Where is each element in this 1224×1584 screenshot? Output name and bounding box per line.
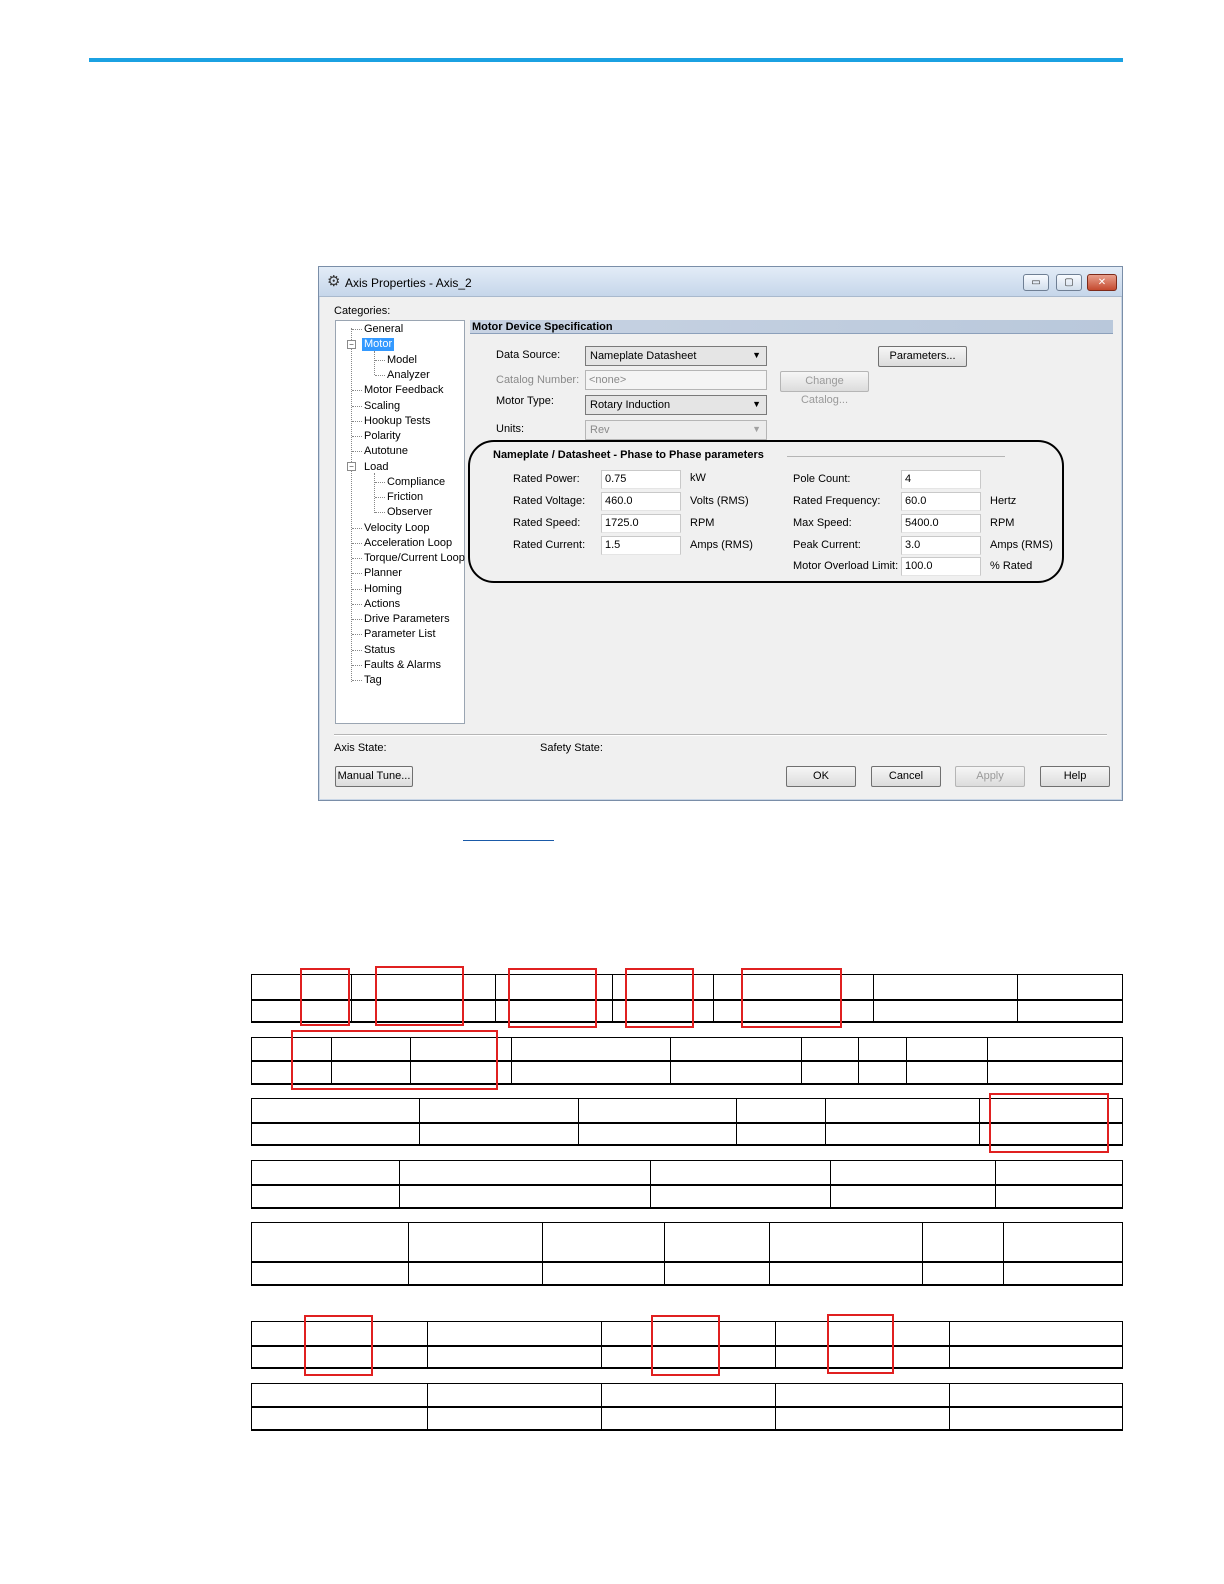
table-col-divider — [495, 975, 496, 1021]
table-col-divider — [427, 1322, 428, 1367]
change-catalog-button[interactable]: Change Catalog... — [780, 371, 869, 392]
motor-type-select[interactable] — [585, 395, 767, 415]
overload-limit-field[interactable]: 100.0 — [901, 557, 981, 576]
table-col-divider — [873, 975, 874, 1021]
peak-current-unit: Amps (RMS) — [990, 539, 1053, 551]
footer-divider — [334, 734, 1107, 736]
table-col-divider — [825, 1099, 826, 1144]
table-col-divider — [922, 1223, 923, 1284]
highlight-box — [375, 966, 464, 1026]
categories-label: Categories: — [334, 305, 391, 317]
minimize-button[interactable]: ▭ — [1023, 274, 1049, 291]
tree-connector — [352, 390, 362, 391]
dropdown-arrow-icon: ▼ — [752, 424, 761, 434]
categories-tree[interactable] — [335, 320, 465, 724]
hyperlink-underline[interactable] — [463, 840, 554, 841]
motor-type-label: Motor Type: — [496, 395, 554, 407]
tree-connector — [352, 650, 362, 651]
tree-connector — [352, 406, 362, 407]
tree-item-polarity[interactable]: Polarity — [364, 430, 401, 442]
rated-power-field[interactable]: 0.75 — [601, 470, 681, 489]
units-value: Rev — [590, 424, 610, 436]
parameter-table-7 — [251, 1383, 1123, 1431]
rated-power-unit: kW — [690, 472, 706, 484]
nameplate-group-title: Nameplate / Datasheet - Phase to Phase parameters — [493, 449, 764, 461]
cancel-button[interactable]: Cancel — [871, 766, 941, 787]
tree-item-load[interactable]: Load — [364, 461, 389, 473]
dropdown-arrow-icon: ▼ — [752, 399, 761, 409]
tree-item-analyzer[interactable]: Analyzer — [387, 369, 430, 381]
tree-connector — [375, 375, 385, 376]
tree-item-observer[interactable]: Observer — [387, 506, 433, 518]
group-divider — [787, 456, 1005, 457]
peak-current-field[interactable]: 3.0 — [901, 536, 981, 555]
table-col-divider — [399, 1161, 400, 1207]
table-col-divider — [987, 1038, 988, 1083]
apply-button[interactable]: Apply — [955, 766, 1025, 787]
tree-item-compliance[interactable]: Compliance — [387, 476, 446, 488]
table-col-divider — [1017, 975, 1018, 1021]
highlight-box — [741, 968, 842, 1028]
highlight-box — [651, 1315, 720, 1376]
table-col-divider — [801, 1038, 802, 1083]
tree-connector — [352, 680, 362, 681]
window-title: Axis Properties - Axis_2 — [345, 276, 472, 290]
tree-item-velocity-loop[interactable]: Velocity Loop — [364, 522, 430, 534]
tree-item-tag[interactable]: Tag — [364, 674, 382, 686]
tree-item-actions[interactable]: Actions — [364, 598, 401, 610]
tree-guide-line — [374, 473, 375, 513]
rated-frequency-label: Rated Frequency: — [793, 495, 881, 507]
max-speed-unit: RPM — [990, 517, 1015, 529]
table-col-divider — [1003, 1223, 1004, 1284]
units-label: Units: — [496, 423, 525, 435]
ok-button[interactable]: OK — [786, 766, 856, 787]
table-col-divider — [713, 975, 714, 1021]
table-col-divider — [612, 975, 613, 1021]
table-col-divider — [775, 1384, 776, 1429]
table-col-divider — [664, 1223, 665, 1284]
tree-item-motor-feedback[interactable]: Motor Feedback — [364, 384, 444, 396]
parameter-table-4 — [251, 1160, 1123, 1209]
table-col-divider — [949, 1384, 950, 1429]
tree-item-general[interactable]: General — [364, 323, 404, 335]
table-col-divider — [601, 1322, 602, 1367]
table-col-divider — [775, 1322, 776, 1367]
manual-tune-button[interactable]: Manual Tune... — [335, 766, 413, 787]
table-col-divider — [601, 1384, 602, 1429]
tree-item-drive-parameters[interactable]: Drive Parameters — [364, 613, 450, 625]
table-col-divider — [670, 1038, 671, 1083]
units-select[interactable] — [585, 420, 767, 440]
table-col-divider — [419, 1099, 420, 1144]
table-col-divider — [995, 1161, 996, 1207]
catalog-number-label: Catalog Number: — [496, 374, 580, 386]
axis-properties-dialog — [318, 266, 1123, 801]
rated-current-field[interactable]: 1.5 — [601, 536, 681, 555]
highlight-box — [300, 968, 350, 1026]
tree-connector — [352, 451, 362, 452]
title-bar[interactable] — [319, 267, 1122, 297]
tree-item-planner[interactable]: Planner — [364, 567, 402, 579]
tree-item-homing[interactable]: Homing — [364, 583, 402, 595]
highlight-box — [291, 1030, 498, 1090]
rated-frequency-unit: Hertz — [990, 495, 1017, 507]
tree-expander-motor[interactable]: − — [347, 340, 356, 349]
table-col-divider — [408, 1223, 409, 1284]
table-col-divider — [858, 1038, 859, 1083]
maximize-button[interactable]: ▢ — [1056, 274, 1082, 291]
tree-item-motor[interactable]: Motor — [364, 338, 393, 350]
tree-expander-load[interactable]: − — [347, 462, 356, 471]
rated-current-label: Rated Current: — [513, 539, 586, 551]
tree-connector — [352, 589, 362, 590]
tree-connector — [352, 604, 362, 605]
tree-connector — [352, 634, 362, 635]
tree-connector — [352, 421, 362, 422]
max-speed-label: Max Speed: — [793, 517, 852, 529]
parameter-table-5 — [251, 1222, 1123, 1286]
highlight-box — [989, 1093, 1109, 1153]
peak-current-label: Peak Current: — [793, 539, 861, 551]
tree-item-faults-alarms[interactable]: Faults & Alarms — [364, 659, 442, 671]
close-button[interactable]: ✕ — [1087, 274, 1117, 291]
safety-state-label: Safety State: — [540, 742, 603, 754]
tree-connector — [352, 329, 362, 330]
table-col-divider — [979, 1099, 980, 1144]
rated-speed-field[interactable]: 1725.0 — [601, 514, 681, 533]
highlight-box — [625, 968, 694, 1028]
table-col-divider — [427, 1384, 428, 1429]
rated-voltage-label: Rated Voltage: — [513, 495, 586, 507]
rated-speed-label: Rated Speed: — [513, 517, 581, 529]
tree-item-status[interactable]: Status — [364, 644, 396, 656]
table-row-divider — [252, 1184, 1122, 1186]
table-col-divider — [650, 1161, 651, 1207]
table-col-divider — [542, 1223, 543, 1284]
dropdown-arrow-icon: ▼ — [752, 350, 761, 360]
tree-connector — [352, 558, 362, 559]
motor-type-value: Rotary Induction — [590, 399, 671, 411]
rated-power-label: Rated Power: — [513, 473, 580, 485]
axis-state-label: Axis State: — [334, 742, 387, 754]
pole-count-label: Pole Count: — [793, 473, 851, 485]
tree-connector — [352, 665, 362, 666]
tree-guide-line — [351, 328, 352, 682]
rated-frequency-field[interactable]: 60.0 — [901, 492, 981, 511]
highlight-box — [304, 1315, 373, 1376]
tree-item-parameter-list[interactable]: Parameter List — [364, 628, 436, 640]
rated-speed-unit: RPM — [690, 517, 715, 529]
overload-limit-label: Motor Overload Limit: — [793, 560, 899, 572]
tree-item-model[interactable]: Model — [387, 354, 417, 366]
tree-item-torque-current-loop[interactable]: Torque/Current Loop — [364, 552, 465, 564]
table-col-divider — [949, 1322, 950, 1367]
rated-current-unit: Amps (RMS) — [690, 539, 753, 551]
table-col-divider — [769, 1223, 770, 1284]
table-col-divider — [736, 1099, 737, 1144]
tree-connector — [352, 528, 362, 529]
tree-connector — [352, 543, 362, 544]
pole-count-field[interactable]: 4 — [901, 470, 981, 489]
tree-connector — [375, 360, 385, 361]
data-source-select[interactable] — [585, 346, 767, 366]
highlight-box — [827, 1314, 894, 1374]
data-source-label: Data Source: — [496, 349, 561, 361]
table-row-divider — [252, 1261, 1122, 1263]
tree-item-friction[interactable]: Friction — [387, 491, 424, 503]
table-col-divider — [830, 1161, 831, 1207]
help-button[interactable]: Help — [1040, 766, 1110, 787]
max-speed-field[interactable]: 5400.0 — [901, 514, 981, 533]
rated-voltage-unit: Volts (RMS) — [690, 495, 749, 507]
tree-connector — [352, 573, 362, 574]
tree-connector — [375, 497, 385, 498]
rated-voltage-field[interactable]: 460.0 — [601, 492, 681, 511]
overload-limit-unit: % Rated — [990, 560, 1033, 572]
parameters-button[interactable]: Parameters... — [878, 346, 967, 367]
table-row-divider — [252, 1406, 1122, 1408]
tree-connector — [352, 436, 362, 437]
tree-connector — [375, 482, 385, 483]
tree-item-autotune[interactable]: Autotune — [364, 445, 409, 457]
section-header: Motor Device Specification — [470, 320, 1113, 334]
tree-item-hookup-tests[interactable]: Hookup Tests — [364, 415, 431, 427]
table-col-divider — [578, 1099, 579, 1144]
tree-item-scaling[interactable]: Scaling — [364, 400, 401, 412]
top-accent-rule — [89, 58, 1123, 62]
table-col-divider — [351, 975, 352, 1021]
tree-item-acceleration-loop[interactable]: Acceleration Loop — [364, 537, 453, 549]
table-col-divider — [511, 1038, 512, 1083]
table-col-divider — [906, 1038, 907, 1083]
highlight-box — [508, 968, 597, 1028]
tree-guide-line — [374, 351, 375, 375]
gear-icon: ⚙ — [327, 273, 341, 290]
tree-connector — [375, 512, 385, 513]
data-source-value: Nameplate Datasheet — [590, 350, 697, 362]
catalog-number-field[interactable]: <none> — [585, 370, 767, 390]
tree-connector — [352, 619, 362, 620]
